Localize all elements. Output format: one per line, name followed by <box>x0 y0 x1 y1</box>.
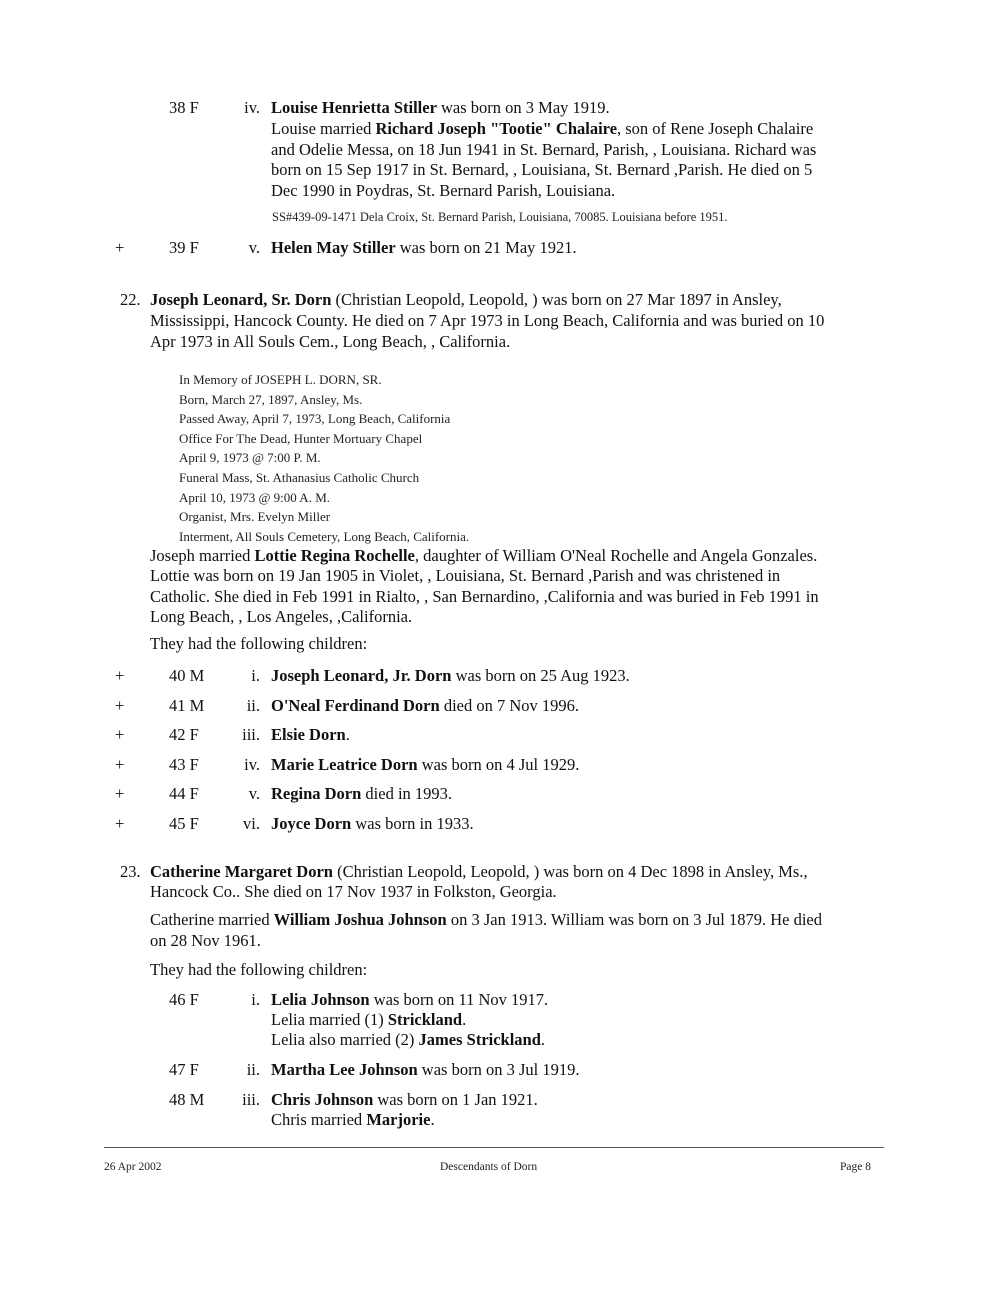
child-roman: i. <box>251 666 260 685</box>
marriage-line-2: Lottie was born on 19 Jan 1905 in Violet, , Louisiana, St. Bernard ,Parish and was christened in <box>150 566 781 585</box>
memorial-line: In Memory of JOSEPH L. DORN, SR. <box>179 372 382 387</box>
marriage-prefix: Joseph married <box>150 546 255 565</box>
entry-line-3: Apr 1973 in All Souls Cem., Long Beach, , California. <box>150 332 511 351</box>
has-descendants-marker: + <box>115 666 125 685</box>
marriage-tail: . <box>430 1110 435 1129</box>
child-name: Helen May Stiller <box>271 238 396 257</box>
spouse-name: Richard Joseph "Tootie" Chalaire <box>375 119 618 138</box>
child-roman: iv. <box>244 98 260 117</box>
child-detail: was born on 25 Aug 1923. <box>451 666 630 685</box>
child-text <box>271 755 891 775</box>
child-name: Louise Henrietta Stiller <box>271 98 437 117</box>
child-roman: vi. <box>243 814 260 833</box>
marriage-line-2: on 28 Nov 1961. <box>150 931 261 950</box>
child-birth: was born on 3 May 1919. <box>436 98 610 117</box>
children-intro: They had the following children: <box>150 634 368 653</box>
child-detail: was born on 3 Jul 1919. <box>417 1060 580 1079</box>
marriage-line-3: Catholic. She died in Feb 1991 in Rialto, , San Bernardino, ,California and was buried in Feb 1991 in <box>150 587 819 606</box>
child-detail: . <box>345 725 350 744</box>
child-text <box>271 238 891 258</box>
child-text <box>271 1090 891 1110</box>
marriage-tail: , daughter of William O'Neal Rochelle and Angela Gonzales. <box>414 546 818 565</box>
child-name: Marie Leatrice Dorn <box>271 755 418 774</box>
memorial-line: Born, March 27, 1897, Ansley, Ms. <box>179 391 363 407</box>
marriage-tail: . <box>540 1030 546 1049</box>
child-text <box>271 666 891 686</box>
spouse-name: Strickland <box>387 1010 463 1029</box>
ss-note: SS#439-09-1471 Dela Croix, St. Bernard Parish, Louisiana, 70085. Louisiana before 1951. <box>272 210 728 224</box>
child-detail: was born in 1933. <box>351 814 474 833</box>
child-roman: ii. <box>246 1060 260 1079</box>
child-roman: iii. <box>242 1090 260 1109</box>
marriage-line-4: Dec 1990 in Poydras, St. Bernard Parish, Louisiana. <box>271 181 616 200</box>
child-name: Chris Johnson <box>271 1090 374 1109</box>
child-roman: v. <box>248 238 260 257</box>
footer-divider <box>104 1147 884 1148</box>
has-descendants-marker: + <box>115 784 125 803</box>
marriage-prefix: Chris married <box>271 1110 367 1129</box>
child-number: 45 F <box>169 814 199 833</box>
marriage-tail: on 3 Jan 1913. William was born on 3 Jul 1879. He died <box>446 910 823 929</box>
child-number: 40 M <box>169 666 205 685</box>
memorial-line: Funeral Mass, St. Athanasius Catholic Church <box>179 469 420 485</box>
footer-title: Descendants of Dorn <box>440 1161 538 1173</box>
footer-page-number: Page 8 <box>840 1161 871 1173</box>
spouse-name: William Joshua Johnson <box>273 910 447 929</box>
child-number: 41 M <box>169 696 205 715</box>
entry-number: 22. <box>120 290 141 309</box>
has-descendants-marker: + <box>115 725 125 744</box>
child-text <box>271 725 891 745</box>
entry-line-2: Hancock Co.. She died on 17 Nov 1937 in Folkston, Georgia. <box>150 882 557 901</box>
child-name: Lelia Johnson <box>271 990 370 1009</box>
footer-date: 26 Apr 2002 <box>104 1161 162 1173</box>
person-name: Joseph Leonard, Sr. Dorn <box>150 290 332 309</box>
marriage-line-4: Long Beach, , Los Angeles, ,California. <box>150 607 413 626</box>
memorial-note <box>179 370 469 546</box>
spouse-name: James Strickland <box>418 1030 541 1049</box>
marriage-prefix: Catherine married <box>150 910 274 929</box>
child-roman: iv. <box>244 755 260 774</box>
child-detail: was born on 1 Jan 1921. <box>373 1090 538 1109</box>
has-descendants-marker: + <box>115 755 125 774</box>
child-name: Regina Dorn <box>271 784 362 803</box>
child-detail: died in 1993. <box>361 784 453 803</box>
memorial-line: Office For The Dead, Hunter Mortuary Chapel <box>179 430 423 446</box>
child-roman: ii. <box>246 696 260 715</box>
marriage-prefix: Louise married <box>271 119 376 138</box>
child-text <box>271 696 891 716</box>
child-number: 48 M <box>169 1090 205 1109</box>
marriage-line-1 <box>150 910 890 930</box>
child-roman: v. <box>248 784 260 803</box>
child-number: 47 F <box>169 1060 199 1079</box>
child-name: Joyce Dorn <box>271 814 352 833</box>
child-marriage-2 <box>271 1030 891 1050</box>
child-roman: i. <box>251 990 260 1009</box>
entry-text: (Christian Leopold, Leopold, ) was born on 4 Dec 1898 in Ansley, Ms., <box>332 862 808 881</box>
marriage-line-2: and Odelie Messa, on 18 Jun 1941 in St. Bernard, Parish, , Louisiana. Richard was <box>271 140 817 159</box>
child-name: Martha Lee Johnson <box>271 1060 418 1079</box>
marriage-prefix: Lelia also married (2) <box>271 1030 419 1049</box>
memorial-line: April 10, 1973 @ 9:00 A. M. <box>179 489 331 505</box>
child-text <box>271 814 891 834</box>
child-marriage <box>271 1110 891 1130</box>
marriage-line-1 <box>271 119 891 139</box>
child-marriage-1 <box>271 1010 891 1030</box>
child-number: 39 F <box>169 238 199 257</box>
marriage-line-3: born on 15 Sep 1917 in St. Bernard, , Louisiana, St. Bernard ,Parish. He died on 5 <box>271 160 813 179</box>
has-descendants-marker: + <box>115 238 125 257</box>
child-detail: was born on 4 Jul 1929. <box>417 755 580 774</box>
child-name: O'Neal Ferdinand Dorn <box>271 696 440 715</box>
memorial-line: Interment, All Souls Cemetery, Long Beach, California. <box>179 528 470 544</box>
entry-line-1 <box>150 290 890 310</box>
marriage-prefix: Lelia married (1) <box>271 1010 388 1029</box>
child-name: Elsie Dorn <box>271 725 346 744</box>
children-intro: They had the following children: <box>150 960 368 979</box>
marriage-line-1 <box>150 546 890 566</box>
child-roman: iii. <box>242 725 260 744</box>
child-detail: was born on 11 Nov 1917. <box>369 990 549 1009</box>
child-number: 46 F <box>169 990 199 1009</box>
spouse-name: Lottie Regina Rochelle <box>254 546 415 565</box>
person-name: Catherine Margaret Dorn <box>150 862 333 881</box>
memorial-line: Organist, Mrs. Evelyn Miller <box>179 509 331 525</box>
child-detail: died on 7 Nov 1996. <box>439 696 580 715</box>
child-number: 42 F <box>169 725 199 744</box>
child-text <box>271 1060 891 1080</box>
entry-line-1 <box>150 862 890 882</box>
child-birth: was born on 21 May 1921. <box>395 238 577 257</box>
memorial-line: April 9, 1973 @ 7:00 P. M. <box>179 450 321 466</box>
child-name: Joseph Leonard, Jr. Dorn <box>271 666 452 685</box>
has-descendants-marker: + <box>115 696 125 715</box>
child-number: 38 F <box>169 98 199 117</box>
child-text <box>271 784 891 804</box>
child-text <box>271 990 891 1010</box>
child-number: 44 F <box>169 784 199 803</box>
child-text <box>271 98 891 118</box>
has-descendants-marker: + <box>115 814 125 833</box>
child-number: 43 F <box>169 755 199 774</box>
entry-number: 23. <box>120 862 141 881</box>
memorial-line: Passed Away, April 7, 1973, Long Beach, California <box>179 411 451 427</box>
spouse-name: Marjorie <box>366 1110 431 1129</box>
marriage-tail: . <box>462 1010 467 1029</box>
marriage-tail: , son of Rene Joseph Chalaire <box>617 119 814 138</box>
entry-text: (Christian Leopold, Leopold, ) was born on 27 Mar 1897 in Ansley, <box>331 290 782 309</box>
entry-line-2: Mississippi, Hancock County. He died on 7 Apr 1973 in Long Beach, California and was buried on 10 <box>150 311 825 330</box>
